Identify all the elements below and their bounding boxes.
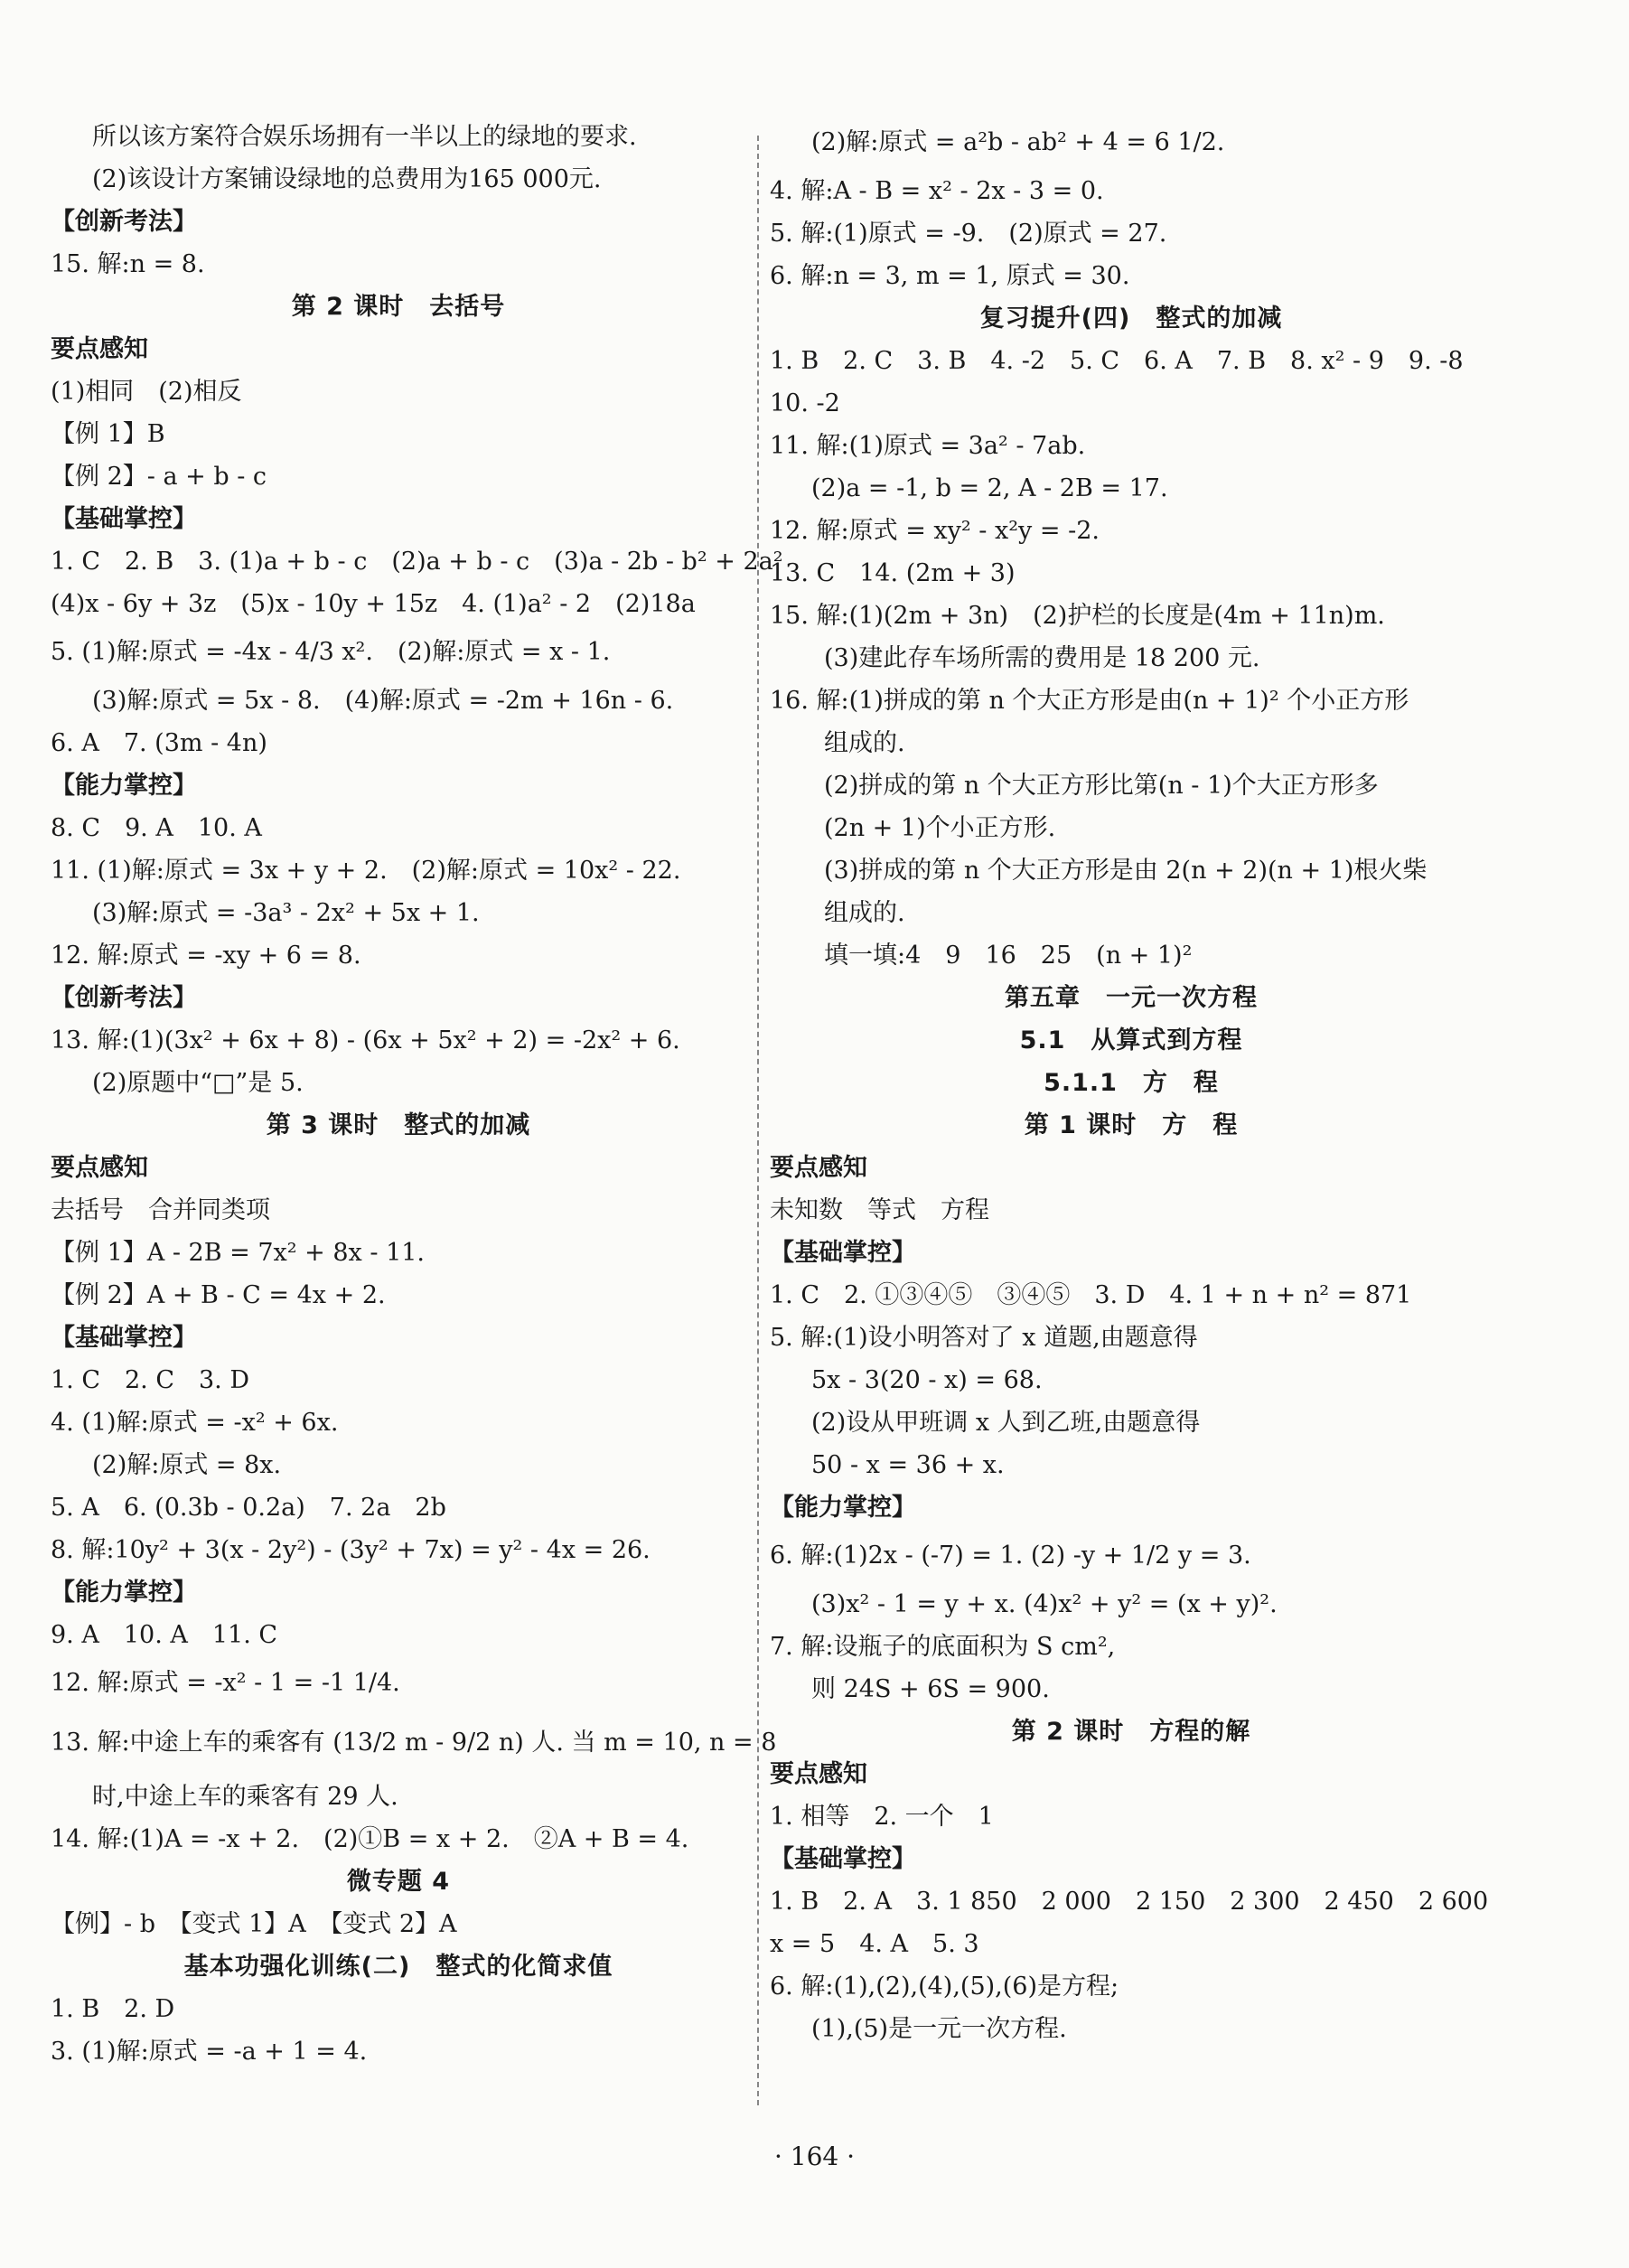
answer-line: (1),(5)是一元一次方程. [811,2015,1067,2043]
answer-line: (3)解:原式 = -3a³ - 2x² + 5x + 1. [92,899,480,927]
answer-line: 6. 解:n = 3, m = 1, 原式 = 30. [770,262,1130,290]
answer-line: 1. B 2. D [51,1995,175,2023]
answer-line: 12. 解:原式 = xy² - x²y = -2. [770,517,1100,545]
answer-line: 8. 解:10y² + 3(x - 2y²) - (3y² + 7x) = y² - 4x = 26. [51,1536,651,1564]
answer-line: 5. (1)解:原式 = -4x - 4/3 x². (2)解:原式 = x - 1. [51,638,611,666]
answer-line: 未知数 等式 方程 [770,1196,989,1224]
section-heading: 第 2 课时 去括号 [291,293,506,321]
answer-line: 4. (1)解:原式 = -x² + 6x. [51,1409,339,1437]
answer-line: (2)拼成的第 n 个大正方形比第(n - 1)个大正方形多 [824,772,1379,800]
subsection-label: 【创新考法】 [51,208,197,236]
answer-line: 4. 解:A - B = x² - 2x - 3 = 0. [770,177,1104,205]
column-divider [757,136,759,2105]
answer-line: 【例 2】- a + b - c [51,463,267,491]
answer-line: 13. C 14. (2m + 3) [770,559,1016,587]
section-heading: 5.1 从算式到方程 [1019,1026,1243,1054]
subsection-label: 【基础掌控】 [770,1845,916,1873]
subsection-label: 【能力掌控】 [51,772,197,800]
answer-line: 5x - 3(20 - x) = 68. [811,1366,1043,1394]
answer-line: (2)该设计方案铺设绿地的总费用为165 000元. [92,165,602,193]
subsection-label: 【创新考法】 [51,984,197,1012]
right-column [770,116,1493,2050]
subsection-label: 要点感知 [51,335,148,363]
answer-line: (3)拼成的第 n 个大正方形是由 2(n + 2)(n + 1)根火柴 [824,857,1428,885]
section-heading: 第 1 课时 方 程 [1024,1111,1239,1139]
answer-line: 则 24S + 6S = 900. [811,1675,1050,1703]
answer-line: (2)原题中“□”是 5. [92,1069,304,1097]
answer-line: 11. 解:(1)原式 = 3a² - 7ab. [770,432,1086,460]
answer-line: 1. B 2. C 3. B 4. -2 5. C 6. A 7. B 8. x² - 9 9. -8 [770,347,1464,375]
answer-line: 1. 相等 2. 一个 1 [770,1803,994,1831]
answer-line: 6. 解:(1),(2),(4),(5),(6)是方程; [770,1973,1119,2001]
answer-line: (2)解:原式 = 8x. [92,1451,282,1479]
subsection-label: 【基础掌控】 [770,1239,916,1267]
answer-line: 15. 解:n = 8. [51,250,205,278]
answer-line: 组成的. [824,899,905,927]
page-number: · 164 · [773,2141,856,2171]
answer-line: 填一填:4 9 16 25 (n + 1)² [824,942,1193,970]
answer-line: 3. (1)解:原式 = -a + 1 = 4. [51,2038,368,2066]
answer-line: (3)x² - 1 = y + x. (4)x² + y² = (x + y)². [811,1590,1278,1618]
answer-line: (2)a = -1, b = 2, A - 2B = 17. [811,474,1168,502]
answer-line: 14. 解:(1)A = -x + 2. (2)①B = x + 2. ②A + B = 4. [51,1825,689,1853]
answer-line: 5. 解:(1)原式 = -9. (2)原式 = 27. [770,220,1167,248]
answer-line: 16. 解:(1)拼成的第 n 个大正方形是由(n + 1)² 个小正方形 [770,687,1409,715]
answer-line: 12. 解:原式 = -xy + 6 = 8. [51,942,361,970]
answer-line: 1. C 2. C 3. D [51,1366,249,1394]
answer-line: (2)设从甲班调 x 人到乙班,由题意得 [811,1409,1201,1437]
answer-line: 8. C 9. A 10. A [51,814,262,842]
answer-line: 【例 1】A - 2B = 7x² + 8x - 11. [51,1239,426,1267]
answer-line: 去括号 合并同类项 [51,1196,270,1224]
answer-line: 12. 解:原式 = -x² - 1 = -1 1/4. [51,1669,400,1697]
answer-line: 组成的. [824,729,905,757]
subsection-label: 要点感知 [51,1154,148,1182]
answer-line: 6. A 7. (3m - 4n) [51,729,267,757]
answer-line: (3)解:原式 = 5x - 8. (4)解:原式 = -2m + 16n - 6. [92,687,674,715]
answer-line: 9. A 10. A 11. C [51,1621,278,1649]
answer-line: 1. C 2. B 3. (1)a + b - c (2)a + b - c (3)a - 2b - b² + 2a² [51,548,783,576]
subsection-label: 要点感知 [770,1760,867,1788]
answer-line: 5. 解:(1)设小明答对了 x 道题,由题意得 [770,1324,1198,1352]
answer-line: (1)相同 (2)相反 [51,378,242,406]
subsection-label: 【基础掌控】 [51,505,197,533]
answer-line: 【例 1】B [51,420,165,448]
answer-line: 1. C 2. ①③④⑤ ③④⑤ 3. D 4. 1 + n + n² = 871 [770,1281,1412,1309]
section-heading: 5.1.1 方 程 [1044,1069,1219,1097]
answer-line: 【例 2】A + B - C = 4x + 2. [51,1281,386,1309]
answer-line: x = 5 4. A 5. 3 [770,1930,979,1958]
answer-line: 时,中途上车的乘客有 29 人. [92,1783,398,1811]
left-column [51,116,783,2073]
answer-line: 所以该方案符合娱乐场拥有一半以上的绿地的要求. [92,123,637,151]
answer-line: 50 - x = 36 + x. [811,1451,1005,1479]
answer-line: 13. 解:(1)(3x² + 6x + 8) - (6x + 5x² + 2) = -2x² + 6. [51,1026,680,1054]
section-heading: 第 2 课时 方程的解 [1011,1718,1251,1746]
subsection-label: 要点感知 [770,1154,867,1182]
answer-line: 5. A 6. (0.3b - 0.2a) 7. 2a 2b [51,1494,446,1522]
answer-line: 13. 解:中途上车的乘客有 (13/2 m - 9/2 n) 人. 当 m = 10, n = 8 [51,1729,777,1757]
section-heading: 复习提升(四) 整式的加减 [979,305,1283,333]
answer-line: (2n + 1)个小正方形. [824,814,1056,842]
answer-line: 【例】- b 【变式 1】A 【变式 2】A [51,1910,457,1938]
section-heading: 微专题 4 [346,1868,451,1896]
answer-line: (3)建此存车场所需的费用是 18 200 元. [824,644,1260,672]
subsection-label: 【能力掌控】 [770,1494,916,1522]
answer-line: (2)解:原式 = a²b - ab² + 4 = 6 1/2. [811,128,1225,156]
answer-line: 7. 解:设瓶子的底面积为 S cm², [770,1633,1116,1661]
subsection-label: 【基础掌控】 [51,1324,197,1352]
section-heading: 第 3 课时 整式的加减 [266,1111,531,1139]
subsection-label: 【能力掌控】 [51,1579,197,1607]
answer-line: 15. 解:(1)(2m + 3n) (2)护栏的长度是(4m + 11n)m. [770,602,1385,630]
answer-line: (4)x - 6y + 3z (5)x - 10y + 15z 4. (1)a² - 2 (2)18a [51,590,696,618]
section-heading: 第五章 一元一次方程 [1005,984,1258,1012]
answer-line: 6. 解:(1)2x - (-7) = 1. (2) -y + 1/2 y = 3. [770,1542,1251,1570]
answer-line: 10. -2 [770,389,840,417]
answer-line: 1. B 2. A 3. 1 850 2 000 2 150 2 300 2 450 2 600 [770,1888,1489,1916]
section-heading: 基本功强化训练(二) 整式的化简求值 [183,1953,613,1981]
answer-line: 11. (1)解:原式 = 3x + y + 2. (2)解:原式 = 10x² - 22. [51,857,681,885]
